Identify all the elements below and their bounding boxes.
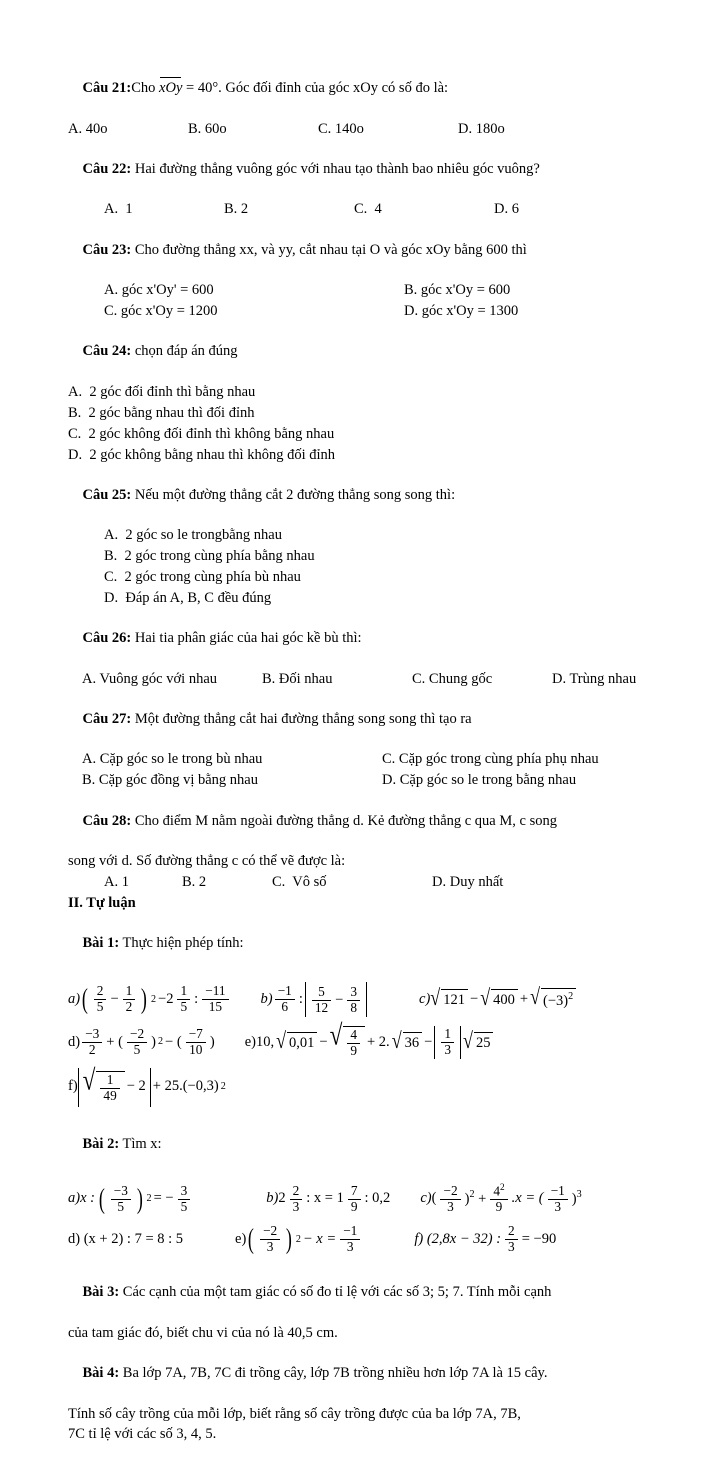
bai-3-label: Bài 3: — [82, 1284, 120, 1301]
question-26-option-b[interactable]: B. Đối nhau — [262, 670, 333, 687]
radicand — [343, 1026, 365, 1059]
denominator: 8 — [347, 1000, 360, 1016]
radicand: 0,01 — [287, 1032, 317, 1053]
bai-2-item-d: d) (x + 2) : 7 = 8 : 5 — [68, 1230, 184, 1247]
fraction-minus2-3 — [440, 1184, 460, 1215]
question-24-label: Câu 24: — [82, 343, 132, 360]
radicand — [541, 988, 576, 1011]
question-28-option-a[interactable]: A. 1 — [104, 873, 129, 890]
denominator: 3 — [290, 1199, 303, 1215]
close-paren: ) — [209, 1033, 215, 1050]
numerator: 2 — [96, 982, 104, 998]
minus-2-term: −2 — [158, 990, 174, 1007]
fraction-minus3-2 — [82, 1027, 102, 1058]
question-27 — [68, 691, 662, 749]
question-24-stem: chọn đáp án đúng — [131, 343, 238, 360]
question-26-label: Câu 26: — [82, 630, 132, 647]
question-23-option-a[interactable]: A. góc x'Oy' = 600 — [104, 282, 214, 299]
radical-icon: √ — [276, 1027, 287, 1053]
bai-2-item-b-expression — [278, 1184, 390, 1215]
minus-2-term: − 2 — [126, 1078, 146, 1095]
square-root-0-01 — [276, 1027, 317, 1053]
question-26-option-c[interactable]: C. Chung gốc — [412, 670, 493, 687]
bai-1-item-b-expression — [273, 982, 367, 1017]
denominator: 3 — [505, 1239, 518, 1255]
numerator: −3 — [85, 1025, 100, 1041]
bai-1-expression-row-3 — [68, 1064, 662, 1107]
fraction-minus2-3 — [260, 1224, 280, 1255]
denominator: 2 — [82, 1042, 102, 1058]
question-23-option-b[interactable]: B. góc x'Oy = 600 — [404, 282, 511, 299]
fraction-4squared-9 — [490, 1183, 507, 1215]
whole-number-2: 2 — [278, 1190, 286, 1207]
denominator: 9 — [348, 1199, 361, 1215]
bai-2-stem: Tìm x: — [119, 1136, 162, 1153]
absolute-value-group — [434, 1026, 461, 1059]
denominator: 15 — [202, 999, 228, 1015]
fraction-3-5 — [178, 1184, 191, 1215]
denominator: 10 — [186, 1042, 206, 1058]
bai-2-item-f-head: f) (2,8x − 32) : — [414, 1230, 502, 1247]
question-23-options-row-1 — [68, 281, 698, 300]
question-27-options-row-1 — [68, 750, 676, 769]
question-28-stem-line-2: song với d. Số đường thẳng c có thể vẽ được là: — [68, 852, 346, 869]
numerator: −11 — [205, 982, 226, 998]
bai-1-item-f-tag: f) — [68, 1078, 78, 1095]
close-paren-exp: ) — [151, 1033, 156, 1050]
bai-2 — [68, 1116, 662, 1174]
minus-open-paren: − ( — [165, 1033, 182, 1050]
fraction-1-3 — [441, 1027, 454, 1058]
question-21-option-a[interactable]: A. 40o — [68, 120, 108, 137]
numerator: −1 — [277, 982, 292, 998]
bai-1-item-d-tag: d) — [68, 1033, 81, 1050]
bai-2-item-c-tag: c) — [420, 1190, 432, 1207]
numerator: −1 — [550, 1182, 565, 1198]
fraction-7-9 — [348, 1184, 361, 1215]
question-24-option-b[interactable]: B. 2 góc bằng nhau thì đối đỉnh — [68, 404, 255, 421]
question-22-option-a[interactable]: A. 1 — [104, 201, 133, 218]
question-27-option-c[interactable]: C. Cặp góc trong cùng phía phụ nhau — [382, 751, 599, 768]
colon-0-2: : 0,2 — [364, 1190, 391, 1207]
absolute-value-group — [78, 1064, 151, 1107]
denominator: 5 — [178, 1199, 191, 1215]
question-26-stem: Hai tia phân giác của hai góc kề bù thì: — [131, 630, 362, 647]
denominator: 49 — [100, 1088, 119, 1104]
exponent-2: 2 — [220, 1081, 226, 1093]
numerator: 2 — [292, 1182, 300, 1198]
equals-minus: = − — [153, 1190, 174, 1207]
denominator: 9 — [347, 1043, 360, 1059]
radical-icon: √ — [463, 1027, 473, 1053]
fraction-minus7-10 — [186, 1027, 206, 1058]
minus-x-equals: − x = — [302, 1230, 337, 1247]
bai-4-label: Bài 4: — [82, 1365, 120, 1382]
question-21-options — [68, 120, 662, 139]
denominator: 3 — [440, 1199, 460, 1215]
question-22-stem: Hai đường thẳng vuông góc với nhau tạo thành bao nhiêu góc vuông? — [131, 161, 540, 178]
bai-1-item-e-tag: e) — [244, 1033, 256, 1050]
question-21-stem-pre: Cho — [131, 80, 160, 97]
bai-2-item-f-tail: = −90 — [521, 1230, 557, 1247]
exponent-2: 2 — [157, 1036, 164, 1048]
bai-2-item-e-expression — [246, 1224, 362, 1255]
denominator: 3 — [548, 1199, 568, 1215]
fraction-minus11-15 — [202, 984, 228, 1015]
bai-2-item-c-expression — [432, 1183, 582, 1215]
radicand — [96, 1071, 124, 1104]
numerator: 3 — [350, 983, 358, 999]
square-root-400 — [480, 984, 518, 1010]
question-28-option-c[interactable]: C. Vô số — [272, 873, 327, 890]
section-heading-tu-luan: II. Tự luận — [68, 894, 136, 911]
question-23-option-d[interactable]: D. góc x'Oy = 1300 — [404, 303, 519, 320]
bai-1-expression-row-2 — [68, 1019, 662, 1059]
question-28-stem-line-1: Cho điểm M nằm ngoài đường thẳng d. Kẻ đường thẳng c qua M, c song — [131, 812, 557, 829]
close-paren-cubed: )$^3$ — [571, 1189, 582, 1208]
numerator: 1 — [106, 1071, 114, 1087]
question-24-option-a[interactable]: A. 2 góc đối đỉnh thì bằng nhau — [68, 383, 256, 400]
question-25-option-d[interactable]: D. Đáp án A, B, C đều đúng — [104, 589, 272, 606]
square-root-25 — [463, 1027, 493, 1053]
numerator: 3 — [180, 1182, 188, 1198]
bai-2-item-a-tag: a) — [68, 1190, 81, 1207]
question-22-label: Câu 22: — [82, 161, 132, 178]
fraction-2-3 — [505, 1224, 518, 1255]
fraction-1-5 — [177, 984, 190, 1015]
radical-icon: √ — [391, 1027, 402, 1053]
plus-sign: + — [519, 990, 529, 1007]
bai-1-item-a-tag: a) — [68, 990, 81, 1007]
numerator: 1 — [444, 1025, 451, 1041]
denominator: 12 — [312, 1000, 331, 1016]
radicand: 36 — [403, 1032, 423, 1053]
numerator: 1 — [180, 982, 188, 998]
question-22-option-c[interactable]: C. 4 — [354, 201, 382, 218]
question-27-option-b[interactable]: B. Cặp góc đồng vị bằng nhau — [82, 772, 258, 789]
question-28-options — [68, 873, 698, 892]
colon-x-equals-1: : x = 1 — [306, 1190, 344, 1207]
exponent-2: 2 — [295, 1233, 301, 1245]
bai-2-item-a-expression — [80, 1184, 192, 1215]
numerator: −2 — [262, 1223, 278, 1239]
open-paren: ( — [431, 1190, 437, 1207]
fraction-minus3-5 — [111, 1184, 131, 1215]
absolute-value-group — [305, 982, 367, 1017]
question-21 — [68, 60, 662, 118]
minus-sign: − — [424, 1033, 433, 1050]
minus-sign: − — [110, 990, 119, 1007]
numerator: −3 — [113, 1182, 128, 1198]
coefficient-10: 10, — [255, 1033, 275, 1050]
fraction-4-9 — [347, 1028, 360, 1059]
paren-close-icon: ) — [285, 1223, 292, 1256]
numerator: 7 — [350, 1182, 358, 1198]
denominator: 3 — [340, 1239, 360, 1255]
question-25-option-a[interactable]: A. 2 góc so le trongbằng nhau — [104, 527, 282, 544]
question-28-option-d[interactable]: D. Duy nhất — [432, 873, 504, 890]
paren-open-icon: ( — [248, 1223, 255, 1256]
bai-2-expression-row-2 — [68, 1224, 662, 1255]
question-27-label: Câu 27: — [82, 711, 132, 727]
question-26 — [68, 610, 662, 668]
question-25-option-b[interactable]: B. 2 góc trong cùng phía bằng nhau — [104, 548, 315, 565]
colon-sign: : — [194, 990, 199, 1007]
fraction-5-12 — [312, 985, 331, 1016]
bai-2-label: Bài 2: — [82, 1136, 120, 1153]
minus-sign: − — [335, 991, 344, 1008]
numerator: 5 — [318, 983, 325, 999]
numerator: −2 — [129, 1025, 145, 1041]
dot-x-equals-open: .x = ( — [511, 1190, 544, 1207]
colon-sign: : — [298, 990, 303, 1007]
radicand-base: (−3) — [543, 992, 569, 1009]
question-26-option-a[interactable]: A. Vuông góc với nhau — [82, 670, 218, 687]
question-25-option-c[interactable]: C. 2 góc trong cùng phía bù nhau — [104, 569, 301, 586]
square-root-1-49 — [82, 1064, 125, 1104]
question-21-option-d[interactable]: D. 180o — [458, 120, 505, 137]
bai-2-item-f-expression — [414, 1224, 556, 1255]
question-26-options — [68, 670, 676, 689]
bai-3-line-1: Các cạnh của một tam giác có số đo tỉ lệ với các số 3; 5; 7. Tính mỗi cạnh — [119, 1284, 552, 1301]
question-25-stem: Nếu một đường thẳng cắt 2 đường thẳng song song thì: — [131, 486, 456, 503]
fraction-1-49 — [100, 1073, 119, 1104]
denominator: 6 — [275, 999, 295, 1015]
bai-1-item-c-expression — [430, 983, 576, 1011]
fraction-minus1-3 — [340, 1224, 360, 1255]
numerator: $4^2$ — [493, 1182, 505, 1199]
numerator: −1 — [343, 1223, 358, 1239]
paren-close-icon: ) — [141, 983, 148, 1016]
bai-1-item-d-expression — [80, 1027, 215, 1058]
question-27-option-a[interactable]: A. Cặp góc so le trong bù nhau — [82, 751, 263, 768]
bai-2-item-e-tag: e) — [235, 1230, 247, 1247]
bai-1-label: Bài 1: — [82, 935, 120, 952]
fraction-minus1-6 — [275, 984, 295, 1015]
question-21-option-b[interactable]: B. 60o — [188, 120, 227, 137]
square-root-minus3-squared — [530, 983, 576, 1011]
bai-4-line-3: 7C tỉ lệ với các số 3, 4, 5. — [68, 1426, 217, 1443]
minus-sign: − — [319, 1033, 328, 1050]
question-28 — [68, 792, 662, 850]
question-28-label: Câu 28: — [82, 812, 132, 829]
close-paren-squared-plus: )$^2$ + — [464, 1189, 487, 1208]
question-26-option-d[interactable]: D. Trùng nhau — [552, 670, 637, 687]
denominator: 3 — [260, 1239, 280, 1255]
paren-open-icon: ( — [98, 1182, 105, 1215]
bai-2-item-b-tag: b) — [266, 1190, 279, 1207]
question-23-options-row-2 — [68, 302, 698, 321]
fraction-minus2-5 — [127, 1027, 147, 1058]
denominator: 2 — [123, 999, 136, 1015]
denominator: 3 — [441, 1042, 454, 1058]
paren-open-icon: ( — [81, 983, 88, 1016]
question-22 — [68, 141, 662, 199]
radicand: 400 — [491, 989, 518, 1010]
question-22-options — [68, 200, 698, 219]
denominator: 9 — [490, 1199, 507, 1215]
bai-2-expression-row-1 — [68, 1183, 662, 1215]
bai-1-item-e-expression — [255, 1019, 494, 1059]
question-21-stem-post: = 40°. Góc đối đỉnh của góc xOy có số đo là: — [182, 80, 449, 97]
square-root-4-9 — [329, 1019, 365, 1059]
question-25-label: Câu 25: — [82, 486, 132, 503]
bai-3 — [68, 1264, 662, 1322]
bai-1-stem: Thực hiện phép tính: — [119, 935, 244, 952]
question-24-option-c[interactable]: C. 2 góc không đối đỉnh thì không bằng nhau — [68, 425, 335, 442]
question-27-option-d[interactable]: D. Cặp góc so le trong bằng nhau — [382, 772, 577, 789]
bai-1-item-f-expression — [78, 1064, 226, 1107]
question-27-stem: Một đường thẳng cắt hai đường thẳng song song thì tạo ra — [131, 711, 472, 727]
question-21-label: Câu 21: — [82, 80, 132, 97]
square-root-121 — [430, 984, 468, 1010]
question-22-option-b[interactable]: B. 2 — [224, 201, 249, 218]
question-25 — [68, 466, 662, 524]
radical-icon: √ — [430, 984, 441, 1010]
question-23-label: Câu 23: — [82, 241, 132, 258]
radicand: 25 — [474, 1032, 494, 1053]
denominator: 5 — [94, 999, 107, 1015]
fraction-2-5 — [94, 984, 107, 1015]
numerator: 2 — [508, 1223, 515, 1239]
minus-sign: − — [470, 990, 479, 1007]
question-23-option-c[interactable]: C. góc x'Oy = 1200 — [104, 303, 218, 320]
denominator: 5 — [177, 999, 190, 1015]
square-root-36 — [391, 1027, 422, 1053]
bai-4-line-2: Tính số cây trồng của mỗi lớp, biết rằng số cây trồng được của ba lớp 7A, 7B, — [68, 1405, 521, 1422]
bai-1-item-b-tag: b) — [260, 990, 273, 1007]
question-24 — [68, 323, 662, 381]
radicand: 121 — [441, 989, 468, 1010]
bai-1-item-a-expression — [80, 984, 230, 1015]
radical-icon: √ — [530, 983, 541, 1009]
plus-sign: + ( — [106, 1033, 123, 1050]
question-21-angle-var: xOy — [159, 79, 182, 98]
denominator: 5 — [127, 1042, 147, 1058]
bai-4-line-1: Ba lớp 7A, 7B, 7C đi trồng cây, lớp 7B trồng nhiều hơn lớp 7A là 15 cây. — [119, 1365, 548, 1382]
fraction-1-2 — [123, 984, 136, 1015]
radical-icon: √ — [82, 1064, 96, 1097]
plus-25-term: + 25.(−0,3) — [152, 1078, 219, 1095]
question-28-option-b[interactable]: B. 2 — [182, 873, 207, 890]
numerator: 4 — [350, 1026, 357, 1042]
plus-2-term: + 2. — [367, 1033, 390, 1050]
radical-icon: √ — [329, 1019, 343, 1052]
numerator: −2 — [443, 1182, 458, 1198]
bai-4 — [68, 1345, 662, 1403]
bai-1-item-c-tag: c) — [419, 990, 431, 1007]
bai-3-line-2: của tam giác đó, biết chu vi của nó là 40,5 cm. — [68, 1324, 338, 1341]
question-24-option-d[interactable]: D. 2 góc không bằng nhau thì không đối đỉnh — [68, 446, 336, 463]
question-22-option-d[interactable]: D. 6 — [494, 201, 519, 218]
denominator: 5 — [111, 1199, 131, 1215]
radical-icon: √ — [480, 984, 491, 1010]
numerator: 1 — [125, 982, 133, 998]
variable-x: x : — [80, 1190, 95, 1207]
exponent-2: 2 — [568, 990, 574, 1002]
question-27-options-row-2 — [68, 771, 676, 790]
fraction-2-3 — [290, 1184, 303, 1215]
numerator: −7 — [188, 1025, 203, 1041]
bai-1-expression-row-1 — [68, 982, 662, 1017]
question-23-stem: Cho đường thẳng xx, và yy, cắt nhau tại O và góc xOy bằng 600 thì — [131, 241, 527, 258]
bai-1 — [68, 915, 662, 973]
paren-close-icon: ) — [136, 1182, 143, 1215]
exponent-2: 2 — [146, 1193, 152, 1205]
exponent-2: 2 — [150, 993, 157, 1005]
question-21-option-c[interactable]: C. 140o — [318, 120, 364, 137]
fraction-3-8 — [347, 985, 360, 1016]
fraction-minus1-3 — [548, 1184, 568, 1215]
question-23 — [68, 221, 662, 279]
